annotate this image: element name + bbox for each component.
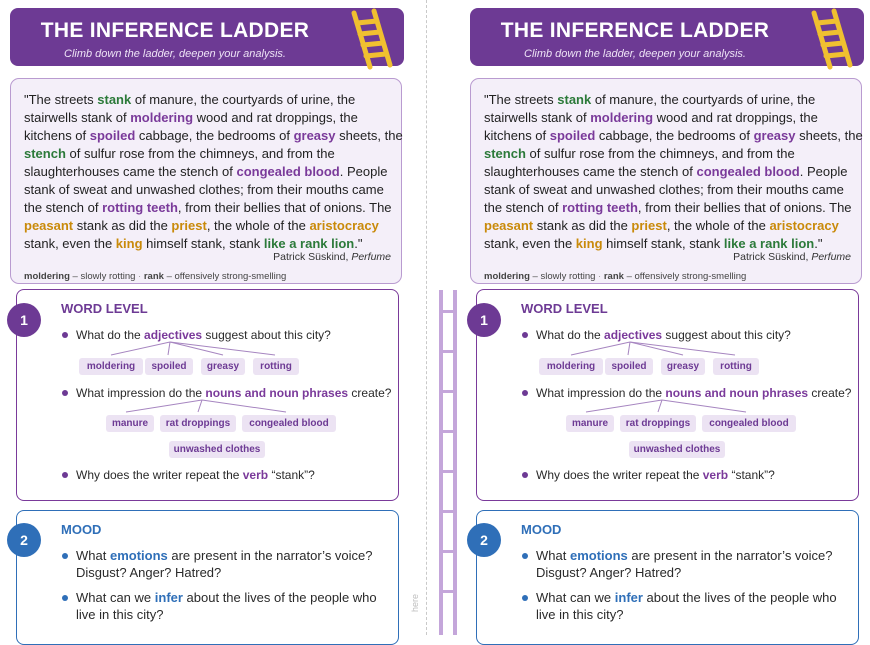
quote-segment: "The streets [484,92,558,107]
quote-segment: wood and rat droppings, the kitchens of [24,110,358,143]
level1-question-2: What impression do the nouns and noun phrases create? [536,386,852,400]
quote-text [24,91,404,253]
level1-title: WORD LEVEL [61,301,148,316]
quote-keyword: priest [631,218,667,233]
quote-keyword: congealed blood [236,164,340,179]
level2-card [16,510,399,645]
glossary-term: moldering [24,271,70,282]
noun-chip: manure [106,415,154,432]
adjective-chip: moldering [79,358,143,375]
level2-card [476,510,859,645]
adjective-chip: rotting [713,358,759,375]
page-subtitle: Climb down the ladder, deepen your analysis. [524,48,746,60]
worksheet-right [470,0,870,635]
quote-keyword: spoiled [89,128,136,143]
level2-title: MOOD [521,522,562,537]
glossary [24,271,286,282]
cut-label: here [410,593,420,612]
quote-segment: himself stank, stank [142,236,264,251]
glossary-definition: – slowly rotting [69,271,136,282]
level1-number-badge: 1 [467,303,501,337]
quote-segment: stank, even the [484,236,576,251]
quote-segment: , the whole of the [206,218,310,233]
quote-segment: . People stank of sweat and unwashed clothes; from their mouths came the stench of [24,164,388,215]
quote-keyword: rotting teeth [102,200,178,215]
quote-keyword: rotting teeth [562,200,638,215]
quote-segment: stank, even the [24,236,116,251]
quote-segment: sheets, the [335,128,403,143]
noun-chip: congealed blood [702,415,796,432]
quote-keyword: aristocracy [309,218,379,233]
adjective-chip: spoiled [145,358,193,375]
adjective-chip: rotting [253,358,299,375]
glossary-definition: – offensively strong-smelling [163,271,287,282]
level2-number-badge: 2 [7,523,41,557]
level1-number-badge: 1 [7,303,41,337]
glossary-definition: – slowly rotting [529,271,596,282]
glossary [484,271,746,282]
quote-keyword: greasy [293,128,336,143]
level1-question-2: What impression do the nouns and noun phrases create? [76,386,392,400]
noun-chip: unwashed clothes [629,441,725,458]
level1-card [16,289,399,501]
header-banner [10,8,404,66]
level2-question-2: What can we infer about the lives of the people who live in this city? [536,589,856,623]
quote-segment: himself stank, stank [602,236,724,251]
quote-text [484,91,864,253]
quote-keyword: stench [24,146,66,161]
cut-line [426,0,427,635]
quote-segment: of manure, the courtyards of urine, the stairwells stank of [24,92,356,125]
adjective-chip: greasy [661,358,705,375]
quote-keyword: peasant [24,218,74,233]
attribution: Patrick Süskind, Perfume [733,251,851,263]
worksheet-left [10,0,410,635]
page-title: THE INFERENCE LADDER [500,19,770,42]
quote-keyword: king [115,236,143,251]
attribution: Patrick Süskind, Perfume [273,251,391,263]
noun-chip: manure [566,415,614,432]
quote-keyword: peasant [484,218,534,233]
quote-segment: cabbage, the bedrooms of [135,128,294,143]
quote-box [10,78,402,284]
quote-keyword: spoiled [549,128,596,143]
quote-keyword: moldering [130,110,194,125]
quote-keyword: greasy [753,128,796,143]
quote-keyword: king [575,236,603,251]
level1-title: WORD LEVEL [521,301,608,316]
quote-keyword: stank [557,92,592,107]
quote-segment: stank as did the [73,218,172,233]
noun-chip: rat droppings [160,415,236,432]
level2-title: MOOD [61,522,102,537]
quote-segment: ." [354,236,363,251]
level2-number-badge: 2 [467,523,501,557]
quote-segment: sheets, the [795,128,863,143]
quote-keyword: moldering [590,110,654,125]
quote-segment: of sulfur rose from the chimneys, and from the slaughterhouses came the stench of [24,146,335,179]
quote-segment: , from their bellies that of onions. The [637,200,852,215]
level1-question-1: What do the adjectives suggest about this city? [76,328,331,342]
level1-question-3: Why does the writer repeat the verb “stank”? [76,468,315,482]
side-ladder-graphic [437,290,461,635]
quote-keyword: congealed blood [696,164,800,179]
quote-segment: wood and rat droppings, the kitchens of [484,110,818,143]
level1-question-1: What do the adjectives suggest about this city? [536,328,791,342]
level2-question-2: What can we infer about the lives of the people who live in this city? [76,589,396,623]
quote-segment: , the whole of the [666,218,770,233]
glossary-separator: · [135,271,144,282]
quote-segment: stank as did the [533,218,632,233]
quote-keyword: like a rank lion [723,236,815,251]
adjective-chip: moldering [539,358,603,375]
quote-segment: . People stank of sweat and unwashed clothes; from their mouths came the stench of [484,164,848,215]
level1-question-3: Why does the writer repeat the verb “stank”? [536,468,775,482]
noun-chip: unwashed clothes [169,441,265,458]
quote-segment: ." [814,236,823,251]
quote-segment: cabbage, the bedrooms of [595,128,754,143]
quote-segment: of manure, the courtyards of urine, the stairwells stank of [484,92,816,125]
quote-keyword: stench [484,146,526,161]
glossary-term: rank [603,271,624,282]
header-banner [470,8,864,66]
adjective-chip: greasy [201,358,245,375]
level2-question-1: What emotions are present in the narrator’s voice? Disgust? Anger? Hatred? [536,547,856,581]
level2-question-1: What emotions are present in the narrator’s voice? Disgust? Anger? Hatred? [76,547,396,581]
ladder-icon [340,9,398,71]
glossary-definition: – offensively strong-smelling [623,271,747,282]
quote-segment: , from their bellies that of onions. The [177,200,392,215]
quote-segment: of sulfur rose from the chimneys, and from the slaughterhouses came the stench of [484,146,795,179]
adjective-chip: spoiled [605,358,653,375]
page-subtitle: Climb down the ladder, deepen your analysis. [64,48,286,60]
ladder-icon [800,9,858,71]
page-title: THE INFERENCE LADDER [40,19,310,42]
quote-box [470,78,862,284]
noun-chip: rat droppings [620,415,696,432]
level1-card [476,289,859,501]
noun-chip: congealed blood [242,415,336,432]
glossary-term: moldering [484,271,530,282]
quote-keyword: priest [171,218,207,233]
quote-segment: "The streets [24,92,98,107]
quote-keyword: like a rank lion [263,236,355,251]
glossary-separator: · [595,271,604,282]
glossary-term: rank [143,271,164,282]
quote-keyword: aristocracy [769,218,839,233]
quote-keyword: stank [97,92,132,107]
